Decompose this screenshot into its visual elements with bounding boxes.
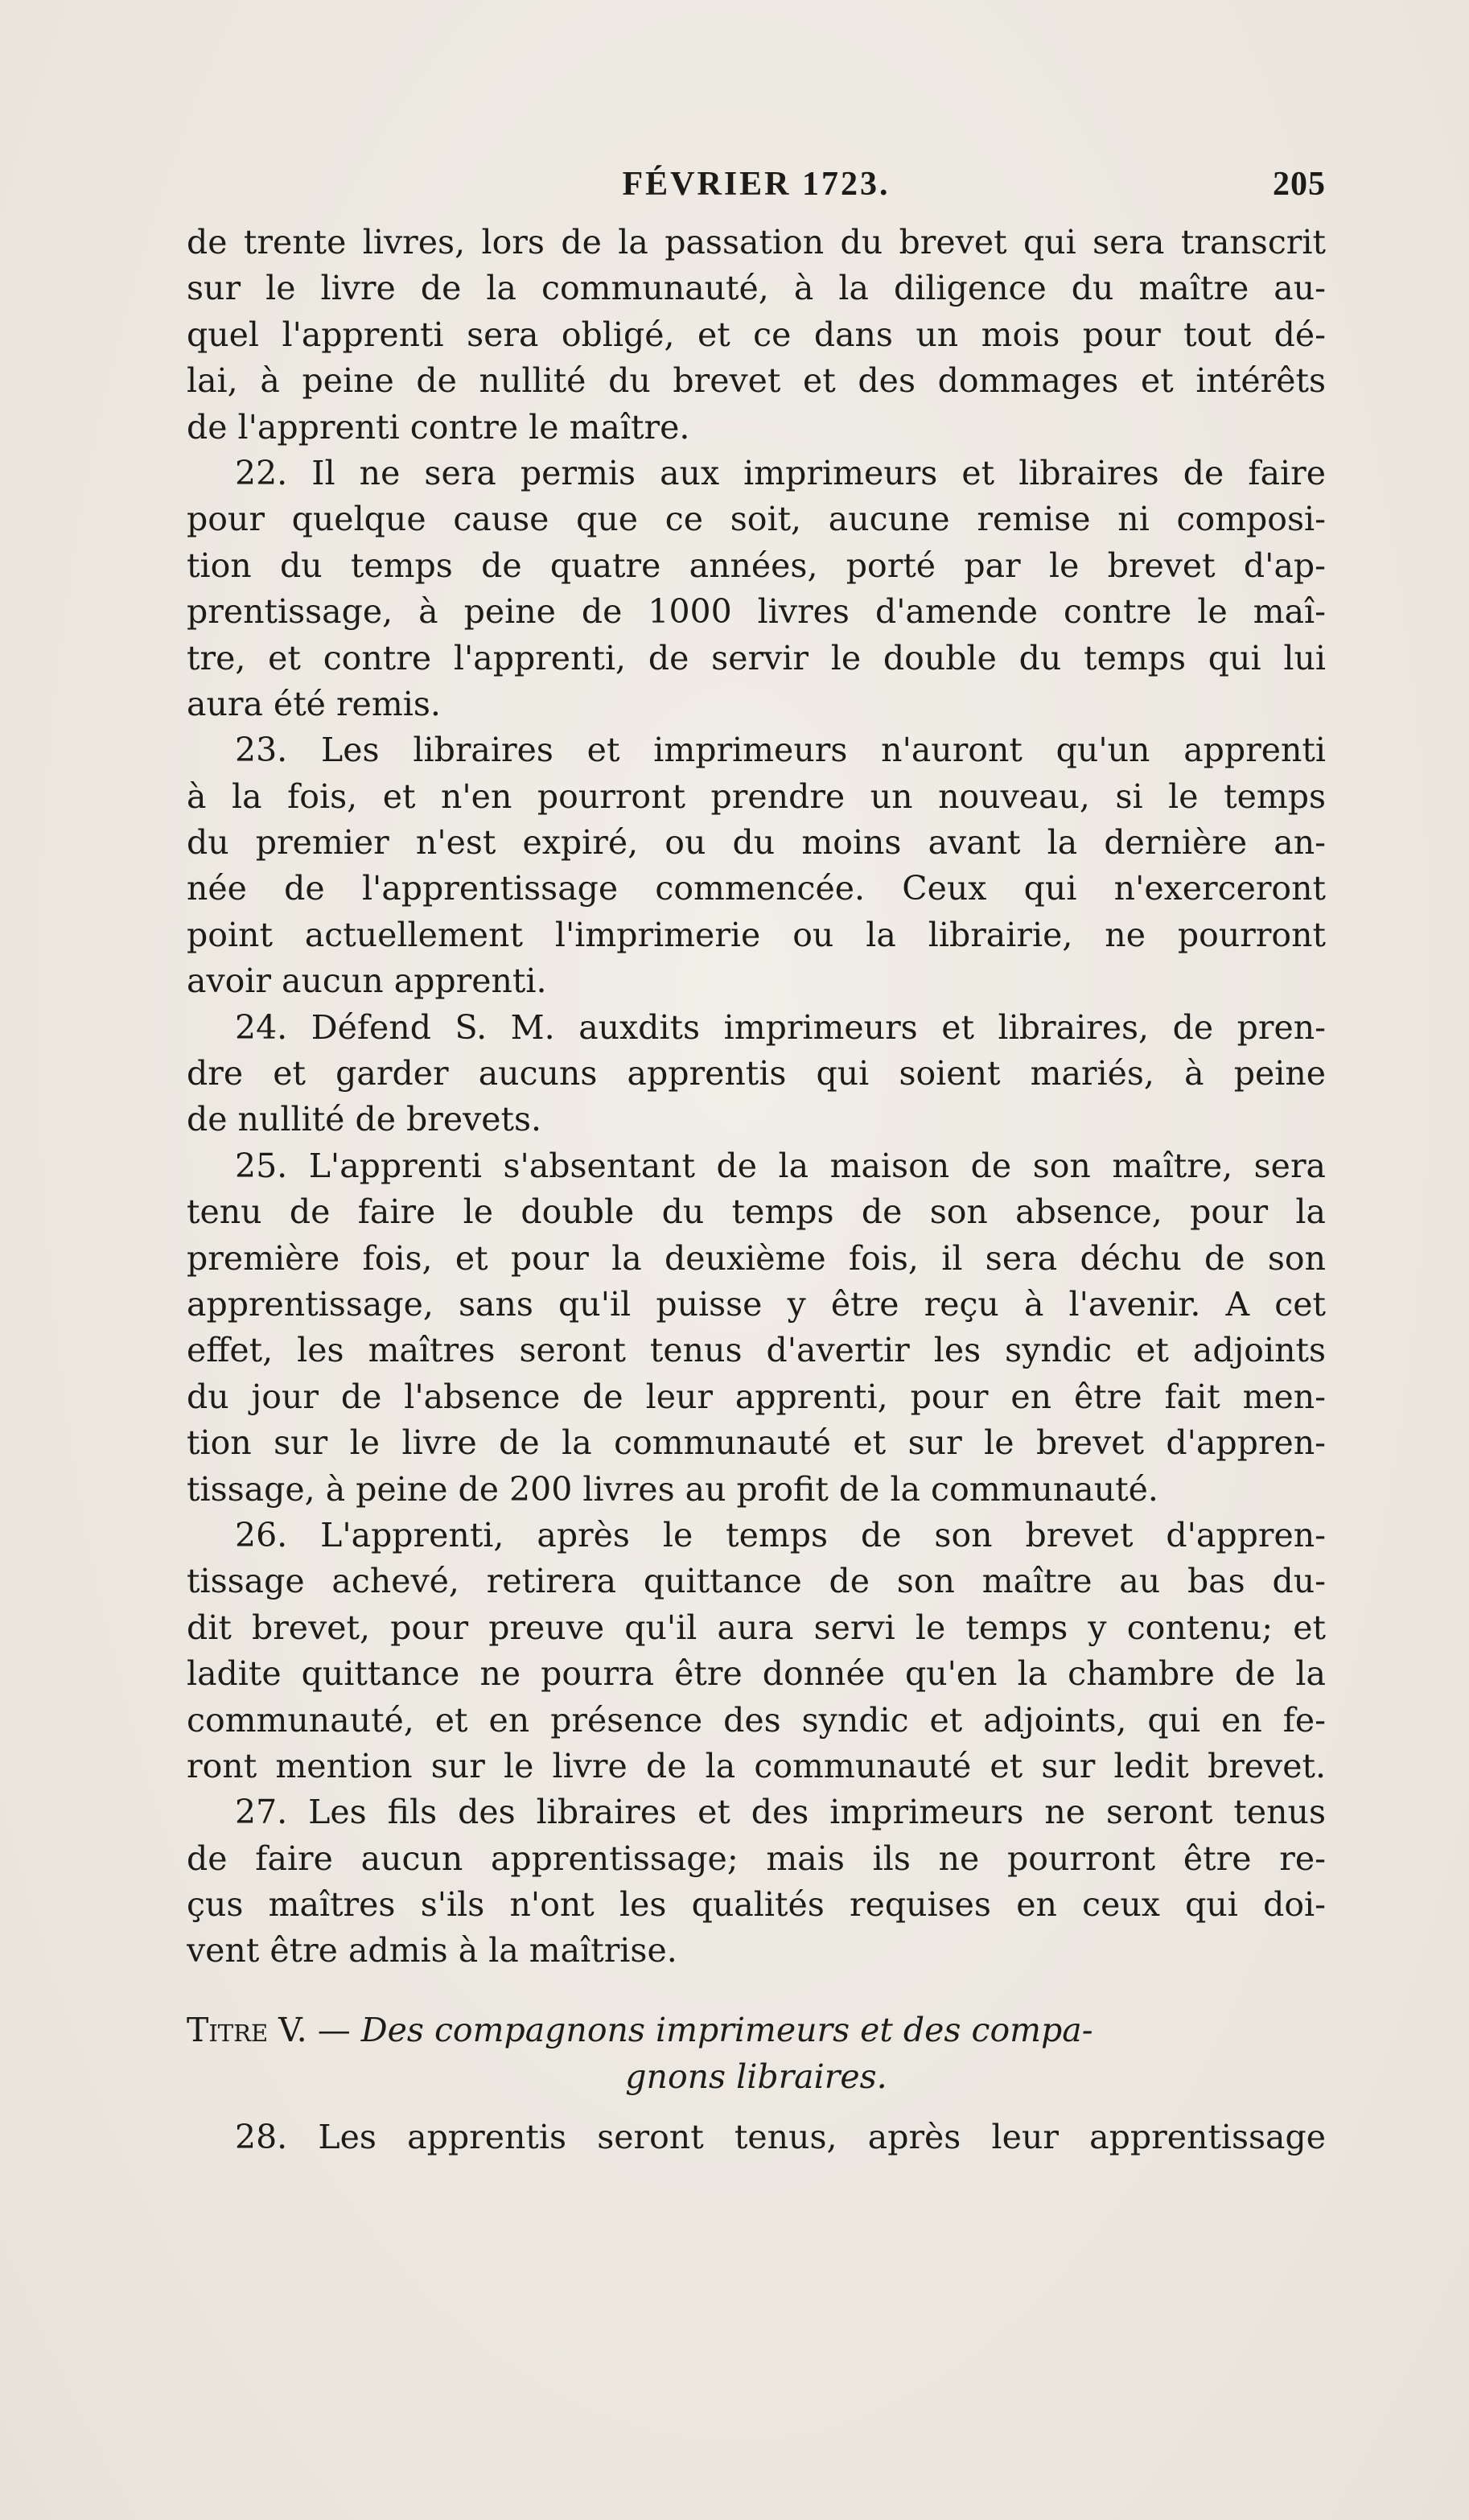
body-text — [187, 220, 1326, 2160]
text-line: communauté, et en présence des syndic et adjoints, qui en fe- — [187, 1700, 1326, 1740]
section-label: Titre V. — — [187, 2010, 351, 2049]
article-23-line: 23. Les libraires et imprimeurs n'auront qu'un apprenti — [235, 731, 1326, 770]
section-title — [187, 2007, 1326, 2100]
text-line: ront mention sur le livre de la communauté et sur ledit brevet. — [187, 1746, 1326, 1785]
text-line: ladite quittance ne pourra être donnée qu'en la chambre de la — [187, 1654, 1326, 1694]
text-line: de faire aucun apprentissage; mais ils ne pourront être re- — [187, 1839, 1326, 1878]
text-line: tissage, à peine de 200 livres au profit de la communauté. — [187, 1469, 1158, 1509]
text-line: vent être admis à la maîtrise. — [187, 1931, 677, 1970]
text-line: lai, à peine de nullité du brevet et des dommages et intérêts — [187, 361, 1326, 401]
text-line: dre et garder aucuns apprentis qui soient mariés, à peine — [187, 1054, 1326, 1093]
article-26-line: 26. L'apprenti, après le temps de son brevet d'appren- — [235, 1515, 1326, 1554]
text-line: première fois, et pour la deuxième fois, il sera déchu de son — [187, 1238, 1326, 1278]
text-line: prentissage, à peine de 1000 livres d'amende contre le maî- — [187, 592, 1326, 632]
text-line: de l'apprenti contre le maître. — [187, 407, 690, 447]
page-number: 205 — [1273, 166, 1326, 203]
text-line: de nullité de brevets. — [187, 1100, 542, 1139]
text-line: effet, les maîtres seront tenus d'avertir les syndic et adjoints — [187, 1331, 1326, 1370]
text-line: dit brevet, pour preuve qu'il aura servi le temps y contenu; et — [187, 1608, 1326, 1647]
text-line: pour quelque cause que ce soit, aucune remise ni composi- — [187, 500, 1326, 539]
running-title: FÉVRIER 1723. — [622, 166, 891, 203]
text-line: sur le livre de la communauté, à la diligence du maître au- — [187, 269, 1326, 308]
text-line: point actuellement l'imprimerie ou la librairie, ne pourront — [187, 915, 1326, 954]
text-line: tion sur le livre de la communauté et sur le brevet d'appren- — [187, 1423, 1326, 1463]
text-line: apprentissage, sans qu'il puisse y être reçu à l'avenir. A cet — [187, 1284, 1326, 1324]
text-line: à la fois, et n'en pourront prendre un nouveau, si le temps — [187, 776, 1326, 816]
text-line: tenu de faire le double du temps de son absence, pour la — [187, 1192, 1326, 1232]
text-line: du premier n'est expiré, ou du moins avant la dernière an- — [187, 823, 1326, 863]
article-25-line: 25. L'apprenti s'absentant de la maison de son maître, sera — [235, 1146, 1326, 1185]
text-line: quel l'apprenti sera obligé, et ce dans un mois pour tout dé- — [187, 315, 1326, 354]
text-line: du jour de l'absence de leur apprenti, pour en être fait men- — [187, 1377, 1326, 1416]
article-28-line: 28. Les apprentis seront tenus, après leur apprentissage — [235, 2117, 1326, 2156]
running-header — [187, 165, 1326, 215]
text-line: avoir aucun apprenti. — [187, 961, 547, 1001]
section-title-text-1: Des compagnons imprimeurs et des compa- — [360, 2010, 1093, 2049]
article-24-line: 24. Défend S. M. auxdits imprimeurs et libraires, de pren- — [235, 1007, 1326, 1047]
text-line: tion du temps de quatre années, porté par le brevet d'ap- — [187, 546, 1326, 585]
article-27-line: 27. Les fils des libraires et des imprimeurs ne seront tenus — [235, 1793, 1326, 1832]
text-line: tissage achevé, retirera quittance de son maître au bas du- — [187, 1562, 1326, 1601]
text-line: çus maîtres s'ils n'ont les qualités requises en ceux qui doi- — [187, 1885, 1326, 1925]
section-title-line-2: gnons libraires. — [625, 2057, 887, 2096]
page-text-block — [187, 165, 1326, 2160]
text-line: tre, et contre l'apprenti, de servir le double du temps qui lui — [187, 638, 1326, 677]
text-line: aura été remis. — [187, 684, 441, 723]
text-line: née de l'apprentissage commencée. Ceux qui n'exerceront — [187, 869, 1326, 908]
text-line: de trente livres, lors de la passation du brevet qui sera transcrit — [187, 223, 1326, 261]
article-22-line: 22. Il ne sera permis aux imprimeurs et libraires de faire — [235, 453, 1326, 492]
section-title-line-1 — [187, 2007, 1326, 2053]
